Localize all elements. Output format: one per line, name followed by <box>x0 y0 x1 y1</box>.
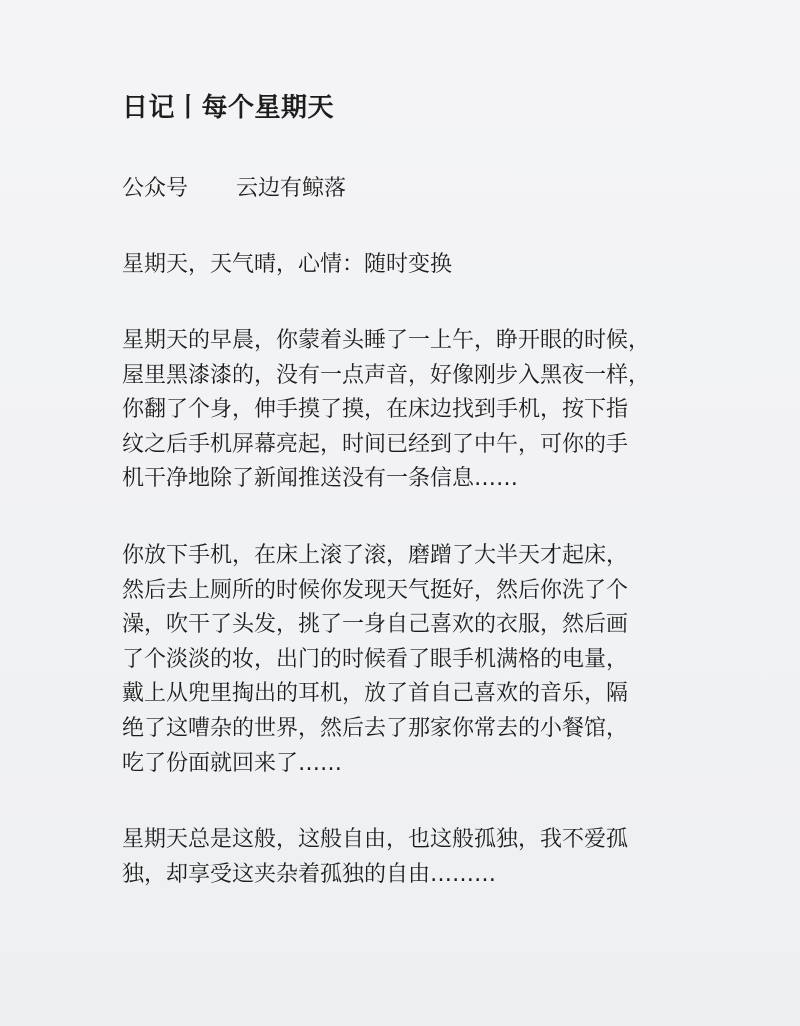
paragraph-line: 你翻了个身，伸手摸了摸，在床边找到手机，按下指 <box>122 397 629 423</box>
paragraph-3 <box>122 823 722 892</box>
paragraph-line: 你放下手机，在床上滚了滚，磨蹭了大半天才起床， <box>122 542 629 568</box>
paragraph-2 <box>122 539 722 781</box>
paragraph-line: 屋里黑漆漆的，没有一点声音，好像刚步入黑夜一样， <box>122 362 651 388</box>
paragraph-line: 独，却享受这夹杂着孤独的自由……… <box>122 861 497 887</box>
paragraph-line: 吃了份面就回来了…… <box>122 750 343 776</box>
paragraph-1 <box>122 324 722 497</box>
paragraph-line: 了个淡淡的妆，出门的时候看了眼手机满格的电量， <box>122 646 629 672</box>
paragraph-line: 然后去上厕所的时候你发现天气挺好，然后你洗了个 <box>122 577 629 603</box>
diary-page <box>122 88 722 892</box>
paragraph-line: 澡，吹干了头发，挑了一身自己喜欢的衣服，然后画 <box>122 612 629 638</box>
paragraph-line: 星期天总是这般，这般自由，也这般孤独，我不爱孤 <box>122 827 629 853</box>
article-meta <box>122 172 722 206</box>
paragraph-line: 机干净地除了新闻推送没有一条信息…… <box>122 466 519 492</box>
paragraph-line: 绝了这嘈杂的世界，然后去了那家你常去的小餐馆， <box>122 715 629 741</box>
weather-line: 星期天，天气晴，心情：随时变换 <box>122 252 453 277</box>
paragraph-line: 戴上从兜里掏出的耳机，放了首自己喜欢的音乐，隔 <box>122 681 629 707</box>
meta-author: 云边有鲸落 <box>236 176 347 201</box>
paragraph-line: 纹之后手机屏幕亮起，时间已经到了中午，可你的手 <box>122 431 629 457</box>
article-title: 日记丨每个星期天 <box>122 93 335 123</box>
paragraph-line: 星期天的早晨，你蒙着头睡了一上午，睁开眼的时候， <box>122 328 651 353</box>
meta-label: 公众号 <box>122 176 189 201</box>
